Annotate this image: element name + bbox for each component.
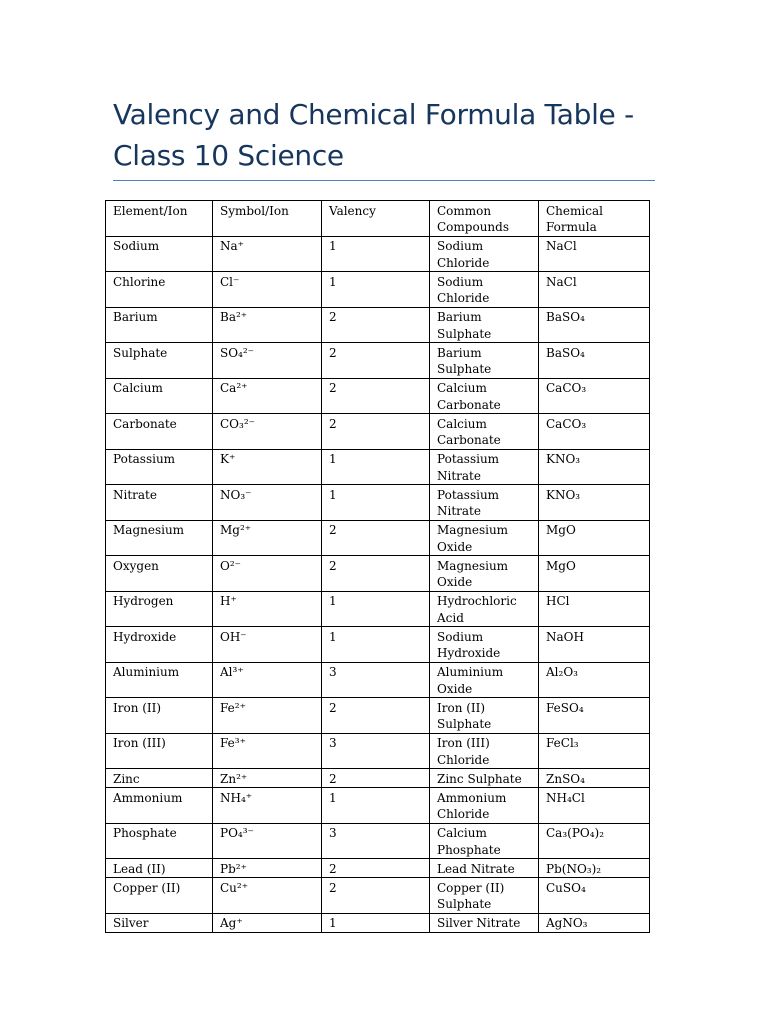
valency-cell: 1 <box>322 788 430 824</box>
formula-cell: Pb(NO₃)₂ <box>539 859 650 878</box>
table-row <box>106 788 650 824</box>
element-cell: Barium <box>106 307 213 343</box>
element-cell: Calcium <box>106 378 213 414</box>
table-row <box>106 378 650 414</box>
symbol-cell: H⁺ <box>213 591 322 627</box>
element-cell: Potassium <box>106 449 213 485</box>
compound-cell: Calcium Carbonate <box>430 414 539 450</box>
symbol-cell: Ag⁺ <box>213 913 322 932</box>
table-row <box>106 343 650 379</box>
element-cell: Silver <box>106 913 213 932</box>
symbol-cell: CO₃²⁻ <box>213 414 322 450</box>
valency-cell: 2 <box>322 414 430 450</box>
formula-cell: BaSO₄ <box>539 343 650 379</box>
valency-cell: 2 <box>322 769 430 788</box>
symbol-cell: Cu²⁺ <box>213 878 322 914</box>
compound-cell: Calcium Phosphate <box>430 823 539 859</box>
element-cell: Phosphate <box>106 823 213 859</box>
table-row <box>106 733 650 769</box>
symbol-cell: Al³⁺ <box>213 662 322 698</box>
title-underline <box>113 180 655 181</box>
formula-cell: KNO₃ <box>539 449 650 485</box>
element-cell: Iron (II) <box>106 698 213 734</box>
valency-cell: 1 <box>322 236 430 272</box>
compound-cell: Hydrochloric Acid <box>430 591 539 627</box>
symbol-cell: Ba²⁺ <box>213 307 322 343</box>
compound-cell: Sodium Hydroxide <box>430 627 539 663</box>
symbol-cell: Fe³⁺ <box>213 733 322 769</box>
formula-cell: CuSO₄ <box>539 878 650 914</box>
valency-cell: 1 <box>322 913 430 932</box>
element-cell: Iron (III) <box>106 733 213 769</box>
compound-cell: Potassium Nitrate <box>430 449 539 485</box>
symbol-cell: Ca²⁺ <box>213 378 322 414</box>
header-cell: Common Compounds <box>430 201 539 237</box>
valency-cell: 3 <box>322 662 430 698</box>
valency-cell: 2 <box>322 878 430 914</box>
compound-cell: Potassium Nitrate <box>430 485 539 521</box>
valency-table <box>105 200 650 933</box>
formula-cell: MgO <box>539 556 650 592</box>
formula-cell: FeCl₃ <box>539 733 650 769</box>
header-cell: Chemical Formula <box>539 201 650 237</box>
element-cell: Zinc <box>106 769 213 788</box>
valency-cell: 1 <box>322 627 430 663</box>
table-row <box>106 859 650 878</box>
formula-cell: KNO₃ <box>539 485 650 521</box>
table-row <box>106 913 650 932</box>
valency-cell: 2 <box>322 520 430 556</box>
element-cell: Sulphate <box>106 343 213 379</box>
compound-cell: Barium Sulphate <box>430 343 539 379</box>
compound-cell: Iron (III) Chloride <box>430 733 539 769</box>
valency-cell: 2 <box>322 556 430 592</box>
symbol-cell: Pb²⁺ <box>213 859 322 878</box>
symbol-cell: SO₄²⁻ <box>213 343 322 379</box>
element-cell: Copper (II) <box>106 878 213 914</box>
element-cell: Lead (II) <box>106 859 213 878</box>
valency-cell: 2 <box>322 698 430 734</box>
table-row <box>106 698 650 734</box>
symbol-cell: OH⁻ <box>213 627 322 663</box>
table-row <box>106 591 650 627</box>
element-cell: Sodium <box>106 236 213 272</box>
element-cell: Hydrogen <box>106 591 213 627</box>
symbol-cell: Mg²⁺ <box>213 520 322 556</box>
symbol-cell: K⁺ <box>213 449 322 485</box>
valency-cell: 3 <box>322 733 430 769</box>
symbol-cell: Fe²⁺ <box>213 698 322 734</box>
header-cell: Symbol/Ion <box>213 201 322 237</box>
table-row <box>106 307 650 343</box>
header-cell: Element/Ion <box>106 201 213 237</box>
formula-cell: BaSO₄ <box>539 307 650 343</box>
valency-cell: 1 <box>322 449 430 485</box>
compound-cell: Calcium Carbonate <box>430 378 539 414</box>
valency-cell: 2 <box>322 343 430 379</box>
table-row <box>106 272 650 308</box>
symbol-cell: Na⁺ <box>213 236 322 272</box>
compound-cell: Silver Nitrate <box>430 913 539 932</box>
valency-cell: 2 <box>322 378 430 414</box>
table-row <box>106 414 650 450</box>
compound-cell: Aluminium Oxide <box>430 662 539 698</box>
compound-cell: Sodium Chloride <box>430 236 539 272</box>
compound-cell: Copper (II) Sulphate <box>430 878 539 914</box>
symbol-cell: O²⁻ <box>213 556 322 592</box>
compound-cell: Lead Nitrate <box>430 859 539 878</box>
table-header-row <box>106 201 650 237</box>
formula-cell: NaOH <box>539 627 650 663</box>
compound-cell: Magnesium Oxide <box>430 556 539 592</box>
element-cell: Oxygen <box>106 556 213 592</box>
table-row <box>106 520 650 556</box>
symbol-cell: NH₄⁺ <box>213 788 322 824</box>
valency-cell: 1 <box>322 485 430 521</box>
symbol-cell: Cl⁻ <box>213 272 322 308</box>
valency-cell: 1 <box>322 591 430 627</box>
table-row <box>106 627 650 663</box>
table-row <box>106 878 650 914</box>
table-row <box>106 556 650 592</box>
symbol-cell: PO₄³⁻ <box>213 823 322 859</box>
valency-cell: 2 <box>322 307 430 343</box>
valency-cell: 3 <box>322 823 430 859</box>
compound-cell: Barium Sulphate <box>430 307 539 343</box>
formula-cell: CaCO₃ <box>539 414 650 450</box>
formula-cell: CaCO₃ <box>539 378 650 414</box>
formula-cell: NH₄Cl <box>539 788 650 824</box>
formula-cell: ZnSO₄ <box>539 769 650 788</box>
valency-cell: 2 <box>322 859 430 878</box>
element-cell: Ammonium <box>106 788 213 824</box>
table-row <box>106 769 650 788</box>
formula-cell: NaCl <box>539 236 650 272</box>
formula-cell: AgNO₃ <box>539 913 650 932</box>
header-cell: Valency <box>322 201 430 237</box>
element-cell: Hydroxide <box>106 627 213 663</box>
compound-cell: Ammonium Chloride <box>430 788 539 824</box>
compound-cell: Iron (II) Sulphate <box>430 698 539 734</box>
table-row <box>106 236 650 272</box>
formula-cell: MgO <box>539 520 650 556</box>
compound-cell: Sodium Chloride <box>430 272 539 308</box>
element-cell: Magnesium <box>106 520 213 556</box>
compound-cell: Magnesium Oxide <box>430 520 539 556</box>
element-cell: Chlorine <box>106 272 213 308</box>
element-cell: Aluminium <box>106 662 213 698</box>
table-row <box>106 449 650 485</box>
valency-cell: 1 <box>322 272 430 308</box>
formula-cell: HCl <box>539 591 650 627</box>
page-title: Valency and Chemical Formula Table - Class 10 Science <box>113 98 634 172</box>
formula-cell: Al₂O₃ <box>539 662 650 698</box>
symbol-cell: NO₃⁻ <box>213 485 322 521</box>
formula-cell: Ca₃(PO₄)₂ <box>539 823 650 859</box>
table-row <box>106 662 650 698</box>
formula-cell: FeSO₄ <box>539 698 650 734</box>
compound-cell: Zinc Sulphate <box>430 769 539 788</box>
formula-cell: NaCl <box>539 272 650 308</box>
symbol-cell: Zn²⁺ <box>213 769 322 788</box>
element-cell: Carbonate <box>106 414 213 450</box>
element-cell: Nitrate <box>106 485 213 521</box>
table-row <box>106 823 650 859</box>
table-row <box>106 485 650 521</box>
